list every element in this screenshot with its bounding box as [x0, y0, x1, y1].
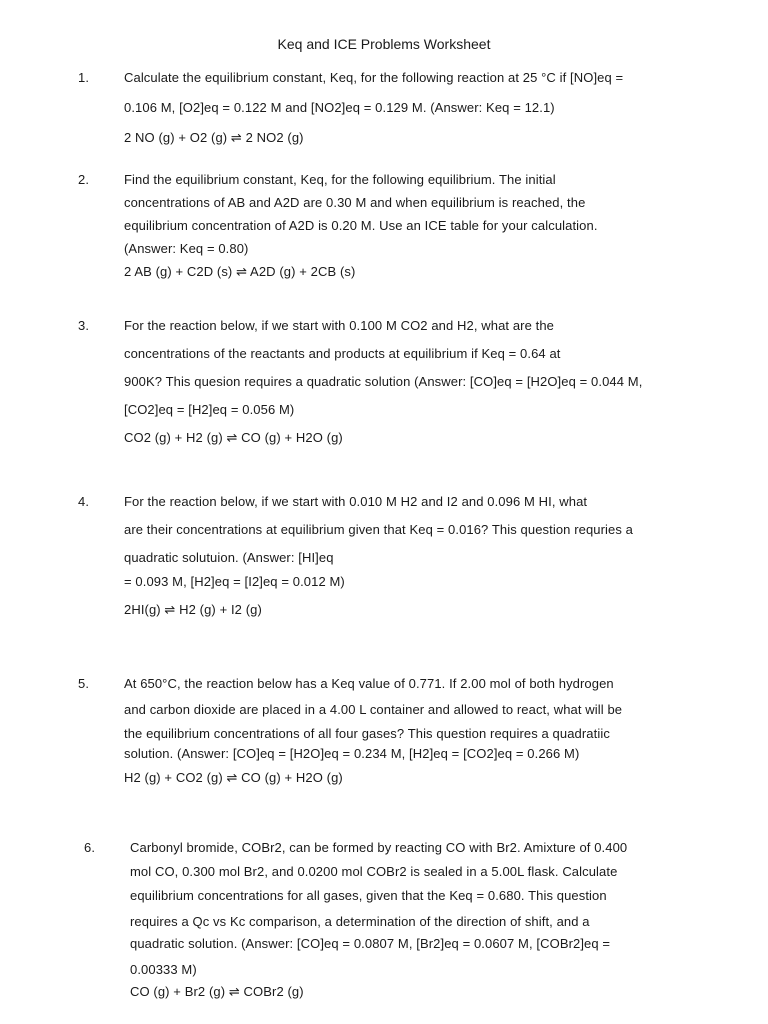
problem-line: and carbon dioxide are placed in a 4.00 L container and allowed to react, what will be	[124, 702, 623, 717]
problem-line: For the reaction below, if we start with 0.010 M H2 and I2 and 0.096 M HI, what	[124, 494, 588, 509]
reaction-equation: H2 (g) + CO2 (g) ⇌ CO (g) + H2O (g)	[124, 770, 343, 785]
problem-line: the equilibrium concentrations of all four gases? This question requires a quadratiic	[124, 726, 610, 741]
problem-line: quadratic solution. (Answer: [CO]eq = 0.0807 M, [Br2]eq = 0.0607 M, [COBr2]eq =	[130, 936, 611, 951]
problem-line: quadratic solutuion. (Answer: [HI]eq	[124, 550, 334, 565]
problem-number: 6.	[84, 840, 96, 855]
problem-line: solution. (Answer: [CO]eq = [H2O]eq = 0.234 M, [H2]eq = [CO2]eq = 0.266 M)	[124, 746, 580, 761]
reaction-equation: CO2 (g) + H2 (g) ⇌ CO (g) + H2O (g)	[124, 430, 343, 445]
problem-line: equilibrium concentration of A2D is 0.20 M. Use an ICE table for your calculation.	[124, 218, 598, 233]
problem-line: requires a Qc vs Kc comparison, a determination of the direction of shift, and a	[130, 914, 590, 929]
problem-line: concentrations of the reactants and products at equilibrium if Keq = 0.64 at	[124, 346, 561, 361]
problem-number: 3.	[78, 318, 90, 333]
problem-line: equilibrium concentrations for all gases, given that the Keq = 0.680. This question	[130, 888, 607, 903]
page-title: Keq and ICE Problems Worksheet	[277, 36, 491, 52]
problem-line: are their concentrations at equilibrium given that Keq = 0.016? This question requries a	[124, 522, 634, 537]
reaction-equation: 2 AB (g) + C2D (s) ⇌ A2D (g) + 2CB (s)	[124, 264, 356, 279]
problem-line: At 650°C, the reaction below has a Keq value of 0.771. If 2.00 mol of both hydrogen	[124, 676, 614, 691]
problem-number: 1.	[78, 70, 90, 85]
problem-line: = 0.093 M, [H2]eq = [I2]eq = 0.012 M)	[124, 574, 345, 589]
problem-line: Find the equilibrium constant, Keq, for the following equilibrium. The initial	[124, 172, 556, 187]
problem-line: 0.00333 M)	[130, 962, 197, 977]
reaction-equation: 2HI(g) ⇌ H2 (g) + I2 (g)	[124, 602, 262, 617]
problem-line: Calculate the equilibrium constant, Keq, for the following reaction at 25 °C if [NO]eq =	[124, 70, 624, 85]
problem-line: concentrations of AB and A2D are 0.30 M and when equilibrium is reached, the	[124, 195, 586, 210]
problem-line: For the reaction below, if we start with 0.100 M CO2 and H2, what are the	[124, 318, 555, 333]
problem-number: 4.	[78, 494, 90, 509]
problem-line: [CO2]eq = [H2]eq = 0.056 M)	[124, 402, 295, 417]
problem-line: 0.106 M, [O2]eq = 0.122 M and [NO2]eq = 0.129 M. (Answer: Keq = 12.1)	[124, 100, 555, 115]
problem-number: 5.	[78, 676, 90, 691]
reaction-equation: CO (g) + Br2 (g) ⇌ COBr2 (g)	[130, 984, 304, 999]
problem-line: (Answer: Keq = 0.80)	[124, 241, 249, 256]
problem-line: mol CO, 0.300 mol Br2, and 0.0200 mol COBr2 is sealed in a 5.00L flask. Calculate	[130, 864, 618, 879]
reaction-equation: 2 NO (g) + O2 (g) ⇌ 2 NO2 (g)	[124, 130, 304, 145]
problem-number: 2.	[78, 172, 90, 187]
problem-line: Carbonyl bromide, COBr2, can be formed by reacting CO with Br2. Amixture of 0.400	[130, 840, 628, 855]
problem-line: 900K? This quesion requires a quadratic solution (Answer: [CO]eq = [H2O]eq = 0.044 M,	[124, 374, 643, 389]
